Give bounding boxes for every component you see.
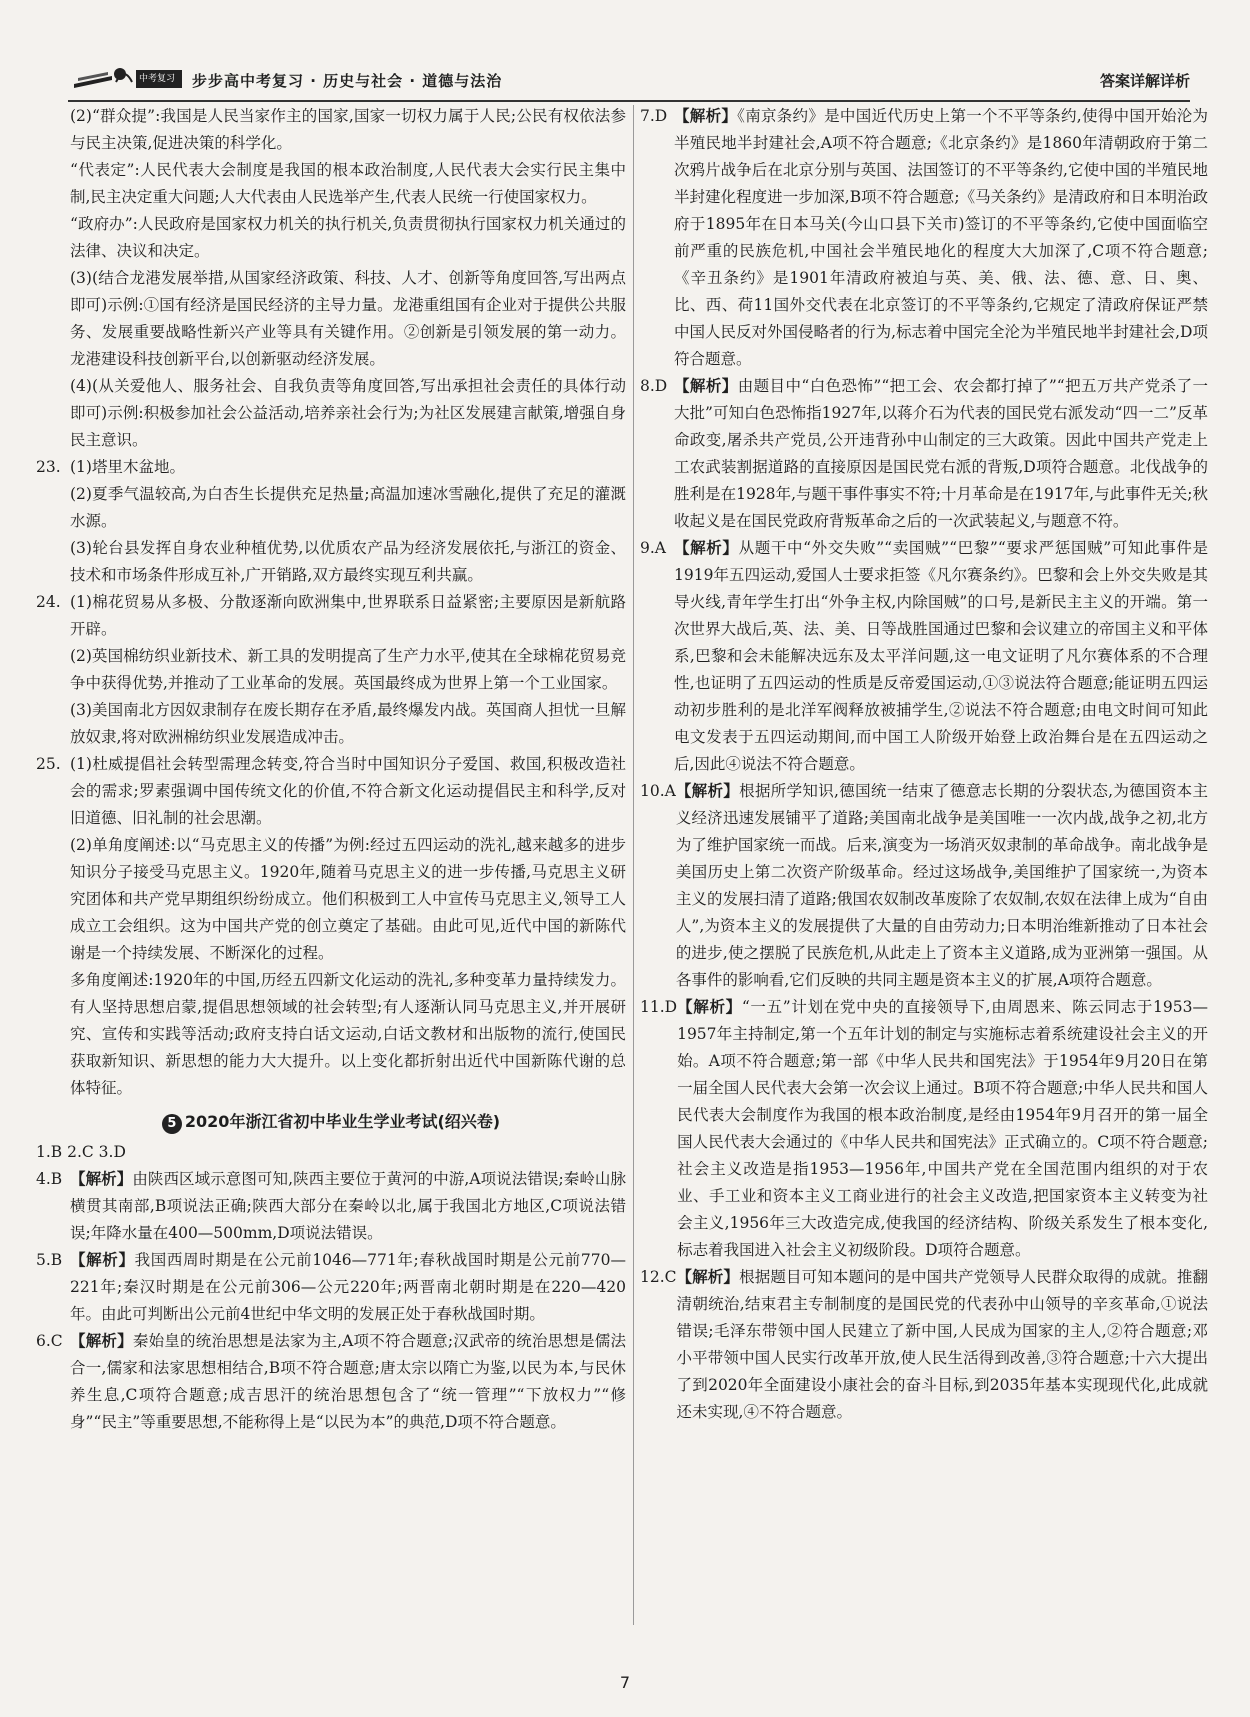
question-10 bbox=[640, 778, 1208, 994]
question-23 bbox=[36, 454, 626, 481]
section-title-text: 2020年浙江省初中毕业生学业考试(绍兴卷) bbox=[184, 1112, 501, 1131]
question-number: 12.C bbox=[640, 1268, 677, 1286]
analysis-tag: 【解析】 bbox=[674, 539, 739, 557]
question-4 bbox=[36, 1166, 626, 1247]
left-column bbox=[36, 103, 626, 1643]
question-number: 6.C bbox=[36, 1332, 63, 1350]
question-number: 23. bbox=[36, 458, 61, 476]
answer-paragraph: (3)轮台县发挥自身农业种植优势,以优质农产品为经济发展依托,与浙江的资金、技术和市场条件形成互补,广开销路,双方最终实现互利共赢。 bbox=[70, 539, 626, 584]
question-number: 8.D bbox=[640, 377, 668, 395]
analysis-text: 根据所学知识,德国统一结束了德意志长期的分裂状态,为德国资本主义经济迅速发展铺平了道路;美国南北战争是美国唯一一次内战,战争之初,北方为了维护国家统一而战。后来,演变为一场消灭奴隶制的革命战争。南北战争是美国历史上第二次资产阶级革命。经过这场战争,美国维护了国家统一,为资本主义的发展扫清了道路;俄国农奴制改革废除了农奴制,农奴在法律上成为“自由人”,为资本主义的发展提供了大量的自由劳动力;日本明治维新推动了日本社会的进步,使之摆脱了民族危机,从此走上了资本主义道路,成为亚洲第一强国。从各事件的影响看,它们反映的共同主题是资本主义的扩展,A项符合题意。 bbox=[675, 782, 1208, 989]
analysis-text: 由陕西区域示意图可知,陕西主要位于黄河的中游,A项说法错误;秦岭山脉横贯其南部,B项说法正确;陕西大部分在秦岭以北,属于我国北方地区,C项说法错误;年降水量在400—500mm,D项说法错误。 bbox=[70, 1170, 626, 1242]
analysis-tag: 【解析】 bbox=[70, 1332, 133, 1350]
answer-paragraph: “政府办”:人民政府是国家权力机关的执行机关,负责贯彻执行国家权力机关通过的法律、决议和决定。 bbox=[70, 215, 626, 260]
answer-text: (1)塔里木盆地。 bbox=[70, 458, 185, 476]
question-6 bbox=[36, 1328, 626, 1436]
question-7 bbox=[640, 103, 1208, 373]
question-5 bbox=[36, 1247, 626, 1328]
answer-paragraph: 多角度阐述:1920年的中国,历经五四新文化运动的洗礼,多种变革力量持续发力。有人坚持思想启蒙,提倡思想领域的社会转型;有人逐渐认同马克思主义,并开展研究、宣传和实践等活动;政府支持白话文运动,白话文教材和出版物的流行,使国民获取新知识、新思想的能力大大提升。以上变化都折射出近代中国新陈代谢的总体特征。 bbox=[70, 971, 626, 1097]
page-header bbox=[68, 60, 1190, 102]
answer-paragraph: (2)“群众提”:我国是人民当家作主的国家,国家一切权力属于人民;公民有权依法参与民主决策,促进决策的科学化。 bbox=[70, 107, 626, 152]
question-number: 9.A bbox=[640, 539, 666, 557]
answer-paragraph: (2)英国棉纺织业新技术、新工具的发明提高了生产力水平,使其在全球棉花贸易竞争中获得优势,并推动了工业革命的发展。英国最终成为世界上第一个工业国家。 bbox=[70, 647, 626, 692]
analysis-text: 我国西周时期是在公元前1046—771年;春秋战国时期是公元前770—221年;秦汉时期是在公元前306—公元220年;两晋南北朝时期是在220—420年。由此可判断出公元前4世纪中华文明的发展正处于春秋战国时期。 bbox=[70, 1251, 626, 1323]
analysis-text: 根据题目可知本题问的是中国共产党领导人民群众取得的成就。推翻清朝统治,结束君主专制制度的是国民党的代表孙中山领导的辛亥革命,①说法错误;毛泽东带领中国人民建立了新中国,人民成为国家的主人,②符合题意;邓小平带领中国人民实行改革开放,使人民生活得到改善,③符合题意;十六大提出了到2020年全面建设小康社会的奋斗目标,到2035年基本实现现代化,此成就还未实现,④不符合题意。 bbox=[676, 1268, 1208, 1421]
analysis-tag: 【解析】 bbox=[677, 998, 742, 1016]
column-divider bbox=[633, 105, 634, 1625]
question-number: 5.B bbox=[36, 1251, 63, 1269]
question-number: 7.D bbox=[640, 107, 668, 125]
question-9 bbox=[640, 535, 1208, 778]
analysis-tag: 【解析】 bbox=[674, 107, 738, 125]
header-section-label: 答案详解详析 bbox=[1099, 72, 1190, 90]
analysis-text: 《南京条约》是中国近代历史上第一个不平等条约,使得中国开始沦为半殖民地半封建社会,A项不符合题意;《北京条约》是1860年清朝政府于第二次鸦片战争后在北京分别与英国、法国签订的不平等条约,它使中国的半殖民地半封建化程度进一步加深,B项不符合题意;《马关条约》是清政府和日本明治政府于1895年在日本马关(今山口县下关市)签订的不平等条约,它使中国面临空前严重的民族危机,中国社会半殖民地化的程度大大加深了,C项不符合题意;《辛丑条约》是1901年清政府被迫与英、美、俄、法、德、意、日、奥、比、西、荷11国外交代表在北京签订的不平等条约,它规定了清政府保证严禁中国人民反对外国侵略者的行为,标志着中国完全沦为半殖民地半封建社会,D项符合题意。 bbox=[674, 107, 1208, 368]
logo-text: 中考复习 bbox=[139, 74, 176, 84]
question-25 bbox=[36, 751, 626, 832]
section-number-badge: 5 bbox=[162, 1114, 182, 1134]
answer-paragraph: (4)(从关爱他人、服务社会、自我负责等角度回答,写出承担社会责任的具体行动即可)示例:积极参加社会公益活动,培养亲社会行为;为社区发展建言献策,增强自身民主意识。 bbox=[70, 377, 626, 449]
analysis-text: “一五”计划在党中央的直接领导下,由周恩来、陈云同志于1953—1957年主持制定,第一个五年计划的制定与实施标志着系统建设社会主义的开始。A项不符合题意;第一部《中华人民共和国宪法》于1954年9月20日在第一届全国人民代表大会第一次会议上通过。B项不符合题意;中华人民共和国人民代表大会制度作为我国的根本政治制度,是经由1954年9月召开的第一届全国人民代表大会通过的《中华人民共和国宪法》正式确立的。C项不符合题意;社会主义改造是指1953—1956年,中国共产党在全国范围内组织的对于农业、手工业和资本主义工商业进行的社会主义改造,把国家资本主义转变为社会主义,1956年三大改造完成,使我国的经济结构、阶级关系发生了根本变化,标志着我国进入社会主义初级阶段。D项符合题意。 bbox=[677, 998, 1208, 1259]
right-column bbox=[640, 103, 1208, 1643]
answer-text: (1)杜威提倡社会转型需理念转变,符合当时中国知识分子爱国、救国,积极改造社会的需求;罗素强调中国传统文化的价值,不符合新文化运动提倡民主和科学,反对旧道德、旧礼制的社会思潮。 bbox=[70, 755, 626, 827]
section-title bbox=[36, 1108, 626, 1135]
question-number: 25. bbox=[36, 755, 61, 773]
analysis-text: 从题干中“外交失败”“卖国贼”“巴黎”“要求严惩国贼”可知此事件是1919年五四运动,爱国人士要求拒签《凡尔赛条约》。巴黎和会上外交失败是其导火线,青年学生打出“外争主权,内除国贼”的口号,是新民主主义的开端。第一次世界大战后,英、法、美、日等战胜国通过巴黎和会议建立的帝国主义和平体系,巴黎和会未能解决远东及太平洋问题,这一电文证明了凡尔赛体系的不合理性,也证明了五四运动的性质是反帝爱国运动,①③说法符合题意;能证明五四运动初步胜利的是北洋军阀释放被捕学生,②说法不符合题意;由电文时间可知此电文发表于五四运动期间,而中国工人阶级开始登上政治舞台是在五四运动之后,因此④说法不符合题意。 bbox=[674, 539, 1208, 773]
analysis-tag: 【解析】 bbox=[70, 1170, 133, 1188]
answer-paragraph: (3)(结合龙港发展举措,从国家经济政策、科技、人才、创新等角度回答,写出两点即可)示例:①国有经济是国民经济的主导力量。龙港重组国有企业对于提供公共服务、发展重要战略性新兴产业等具有关键作用。②创新是引领发展的第一动力。龙港建设科技创新平台,以创新驱动经济发展。 bbox=[70, 269, 626, 368]
answer-paragraph: “代表定”:人民代表大会制度是我国的根本政治制度,人民代表大会实行民主集中制,民主决定重大问题;人大代表由人民选举产生,代表人民统一行使国家权力。 bbox=[70, 161, 626, 206]
answer-paragraph: (2)单角度阐述:以“马克思主义的传播”为例:经过五四运动的洗礼,越来越多的进步知识分子接受马克思主义。1920年,随着马克思主义的进一步传播,马克思主义研究团体和共产党早期组织纷纷成立。他们积极到工人中宣传马克思主义,领导工人成立工会组织。这为中国共产党的创立奠定了基础。由此可见,近代中国的新陈代谢是一个持续发展、不断深化的过程。 bbox=[70, 836, 626, 962]
question-number: 4.B bbox=[36, 1170, 63, 1188]
analysis-tag: 【解析】 bbox=[70, 1251, 135, 1269]
question-12 bbox=[640, 1264, 1208, 1426]
question-24 bbox=[36, 589, 626, 643]
analysis-tag: 【解析】 bbox=[676, 1268, 740, 1286]
answer-text: (1)棉花贸易从多极、分散逐渐向欧洲集中,世界联系日益紧密;主要原因是新航路开辟。 bbox=[70, 593, 626, 638]
answer-line: 1.B 2.C 3.D bbox=[36, 1143, 126, 1161]
question-8 bbox=[640, 373, 1208, 535]
answer-paragraph: (2)夏季气温较高,为白杏生长提供充足热量;高温加速冰雪融化,提供了充足的灌溉水源。 bbox=[70, 485, 626, 530]
analysis-text: 由题目中“白色恐怖”“把工会、农会都打掉了”“把五万共产党杀了一大批”可知白色恐怖指1927年,以蒋介石为代表的国民党右派发动“四一二”反革命政变,屠杀共产党员,公开违背孙中山制定的三大政策。因此中国共产党走上工农武装割据道路的直接原因是国民党右派的背叛,D项符合题意。北伐战争的胜利是在1928年,与题干事件事实不符;十月革命是在1917年,与此事件无关;秋收起义是在国民党政府背叛革命之后的一次武装起义,与题意不符。 bbox=[674, 377, 1208, 530]
question-number: 11.D bbox=[640, 998, 678, 1016]
answer-paragraph: (3)美国南北方因奴隶制存在废长期存在矛盾,最终爆发内战。英国商人担忧一旦解放奴隶,将对欧洲棉纺织业发展造成冲击。 bbox=[70, 701, 626, 746]
question-number: 24. bbox=[36, 593, 61, 611]
page-number: 7 bbox=[619, 1673, 631, 1692]
question-11 bbox=[640, 994, 1208, 1264]
book-series-title: 步步高中考复习 · 历史与社会 · 道德与法治 bbox=[192, 72, 503, 90]
analysis-tag: 【解析】 bbox=[674, 377, 738, 395]
analysis-text: 秦始皇的统治思想是法家为主,A项不符合题意;汉武帝的统治思想是儒法合一,儒家和法家思想相结合,B项不符合题意;唐太宗以隋亡为鉴,以民为本,与民休养生息,C项符合题意;成吉思汗的统治思想包含了“统一管理”“下放权力”“修身”“民主”等重要思想,不能称得上是“以民为本”的典范,D项不符合题意。 bbox=[70, 1332, 626, 1431]
question-number: 10.A bbox=[640, 782, 676, 800]
analysis-tag: 【解析】 bbox=[675, 782, 740, 800]
